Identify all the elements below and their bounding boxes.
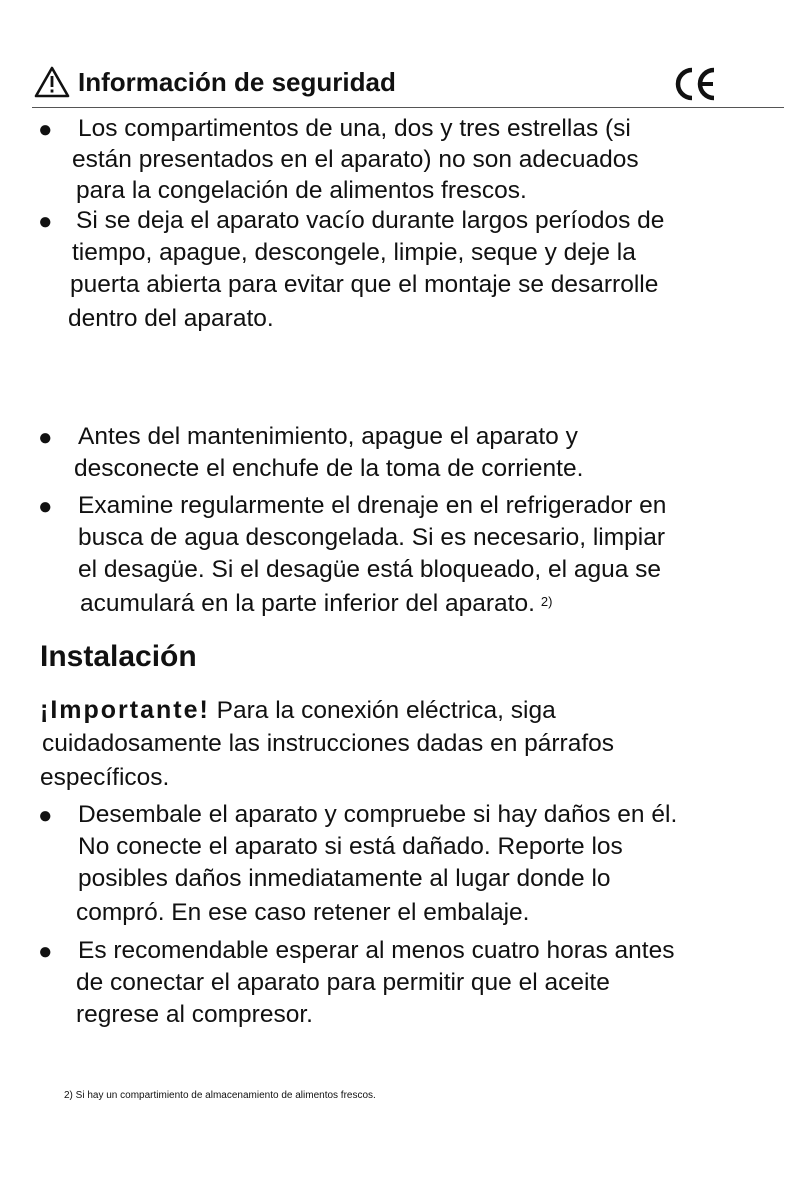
bullet-icon: ● [38,938,53,965]
footnote: 2) Si hay un compartimiento de almacenamiento de alimentos frescos. [64,1090,376,1101]
text-line: dentro del aparato. [68,305,274,332]
text-line: Los compartimentos de una, dos y tres estrellas (si [78,115,631,142]
text-line: el desagüe. Si el desagüe está bloqueado, el agua se [78,556,662,583]
text-line: Examine regularmente el drenaje en el refrigerador en [78,492,667,519]
bullet-icon: ● [38,424,53,451]
text-line [80,589,552,619]
text-line: posibles daños inmediatamente al lugar donde lo [78,865,611,892]
text-line: específicos. [40,764,170,791]
text-line: de conectar el aparato para permitir que el aceite [76,969,610,996]
text-line: Antes del mantenimiento, apague el aparato y [78,423,578,450]
text-line: Desembale el aparato y compruebe si hay daños en él. [78,801,678,828]
warning-triangle-icon [34,66,70,98]
text-line: puerta abierta para evitar que el montaje se desarrolle [70,271,659,298]
bullet-icon: ● [38,208,53,235]
important-label: ¡Importante! [40,696,210,724]
text-line: No conecte el aparato si está dañado. Reporte los [78,833,623,860]
text-line: busca de agua descongelada. Si es necesario, limpiar [78,524,666,551]
header-divider [32,107,784,108]
safety-heading-text: Información de seguridad [78,66,396,97]
text-line: cuidadosamente las instrucciones dadas en párrafos [42,730,615,757]
footnote-reference: 2) [540,594,553,609]
ce-mark-icon [672,64,718,104]
bullet-icon: ● [38,802,53,829]
text-line: Si se deja el aparato vacío durante largos períodos de [76,207,665,234]
text-line: están presentados en el aparato) no son adecuados [72,146,639,173]
bullet-icon: ● [38,116,53,143]
text-line: tiempo, apague, descongele, limpie, seque y deje la [72,239,636,266]
section-title-installation: Instalación [40,640,197,673]
text-line: desconecte el enchufe de la toma de corriente. [74,455,584,482]
text-line: para la congelación de alimentos frescos. [76,177,527,204]
text-line: compró. En ese caso retener el embalaje. [76,899,530,926]
text-line: regrese al compresor. [76,1001,313,1028]
text-line-content: Para la conexión eléctrica, siga [216,697,556,724]
bullet-icon: ● [38,493,53,520]
text-line-content: acumulará en la parte inferior del aparato. [80,590,535,617]
text-line [40,695,556,726]
text-line: Es recomendable esperar al menos cuatro horas antes [78,937,675,964]
section-title-safety [34,66,396,98]
